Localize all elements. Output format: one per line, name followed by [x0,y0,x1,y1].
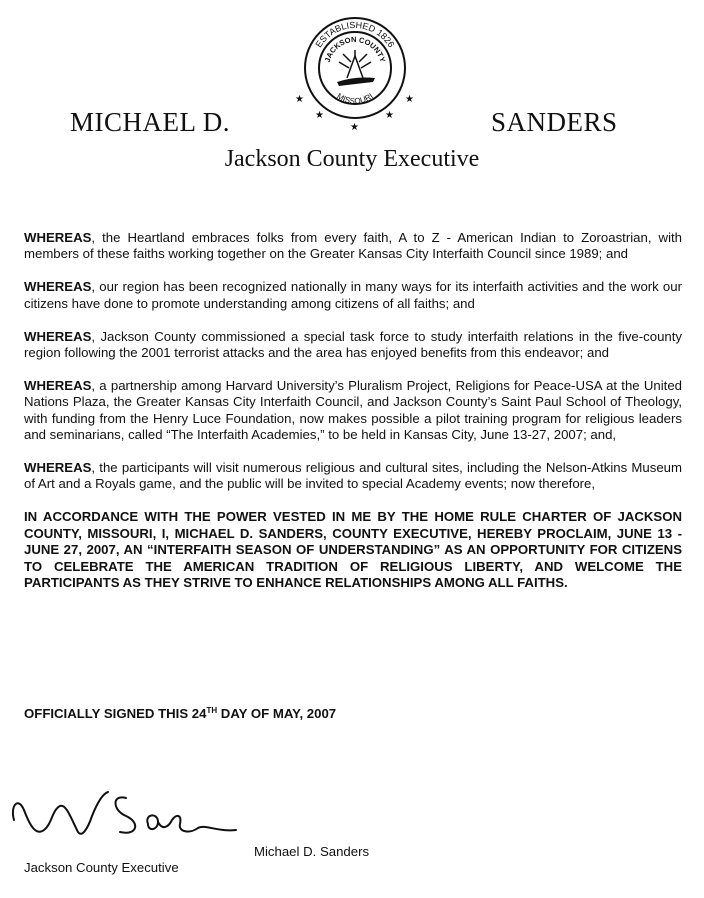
svg-text:★: ★ [385,110,394,121]
svg-text:★: ★ [405,94,414,105]
executive-last-name: SANDERS [491,107,618,137]
svg-text:ESTABLISHED 1826: ESTABLISHED 1826 [313,19,397,50]
whereas-clause: WHEREAS, the Heartland embraces folks from every faith, A to Z - American Indian to Zoroastrian, with members of these faiths working together on the Greater Kansas City Interfaith Council since 1989; and [24,230,682,262]
handwritten-signature [8,780,240,850]
whereas-clause: WHEREAS, the participants will visit numerous religious and cultural sites, including the Nelson-Atkins Museum of Art and a Royals game, and the public will be invited to special Academy events; now therefore, [24,460,682,492]
executive-first-name: MICHAEL D. [70,107,230,137]
whereas-clause: WHEREAS, our region has been recognized nationally in many ways for its interfaith activities and the work our citizens have done to promote understanding among citizens of all faiths; and [24,279,682,311]
signer-name: Michael D. Sanders [254,844,370,859]
svg-text:★: ★ [295,94,304,105]
whereas-clause: WHEREAS, Jackson County commissioned a special task force to study interfaith relations in the five-county region following the 2001 terrorist attacks and the area has enjoyed benefits from this endeavor; and [24,328,682,361]
office-title: Jackson County Executive [224,146,480,172]
svg-text:★: ★ [315,110,324,121]
svg-text:MISSOURI: MISSOURI [335,91,375,106]
signing-date: OFFICIALLY SIGNED THIS 24TH DAY OF MAY, 2007 [24,706,337,721]
signer-title: Jackson County Executive [24,860,179,875]
svg-text:★: ★ [350,122,359,132]
proclamation-body [24,230,682,591]
whereas-clause: WHEREAS, a partnership among Harvard University’s Pluralism Project, Religions for Peace-USA at the United Nations Plaza, the Greater Kansas City Interfaith Council, and Jackson County’s Saint Paul School of Theology, with funding from the Henry Luce Foundation, now makes possible a pilot training program for religious leaders and seminarians, called “The Interfaith Academies,” to be held in Kansas City, June 13-27, 2007; and, [24,378,682,442]
svg-text:JACKSON COUNTY: JACKSON COUNTY [322,34,388,64]
county-seal [293,6,417,132]
proclamation-statement: IN ACCORDANCE WITH THE POWER VESTED IN ME BY THE HOME RULE CHARTER OF JACKSON COUNTY, MISSOURI, I, MICHAEL D. SANDERS, COUNTY EXECUTIVE, HEREBY PROCLAIM, JUNE 13 - JUNE 27, 2007, AN “INTERFAITH SEASON OF UNDERSTANDING” AS AN OPPORTUNITY FOR CITIZENS TO CELEBRATE THE AMERICAN TRADITION OF RELIGIOUS LIBERTY, AND WELCOME THE PARTICIPANTS AS THEY STRIVE TO ENHANCE RELATIONSHIPS AMONG ALL FAITHS. [24,509,682,591]
